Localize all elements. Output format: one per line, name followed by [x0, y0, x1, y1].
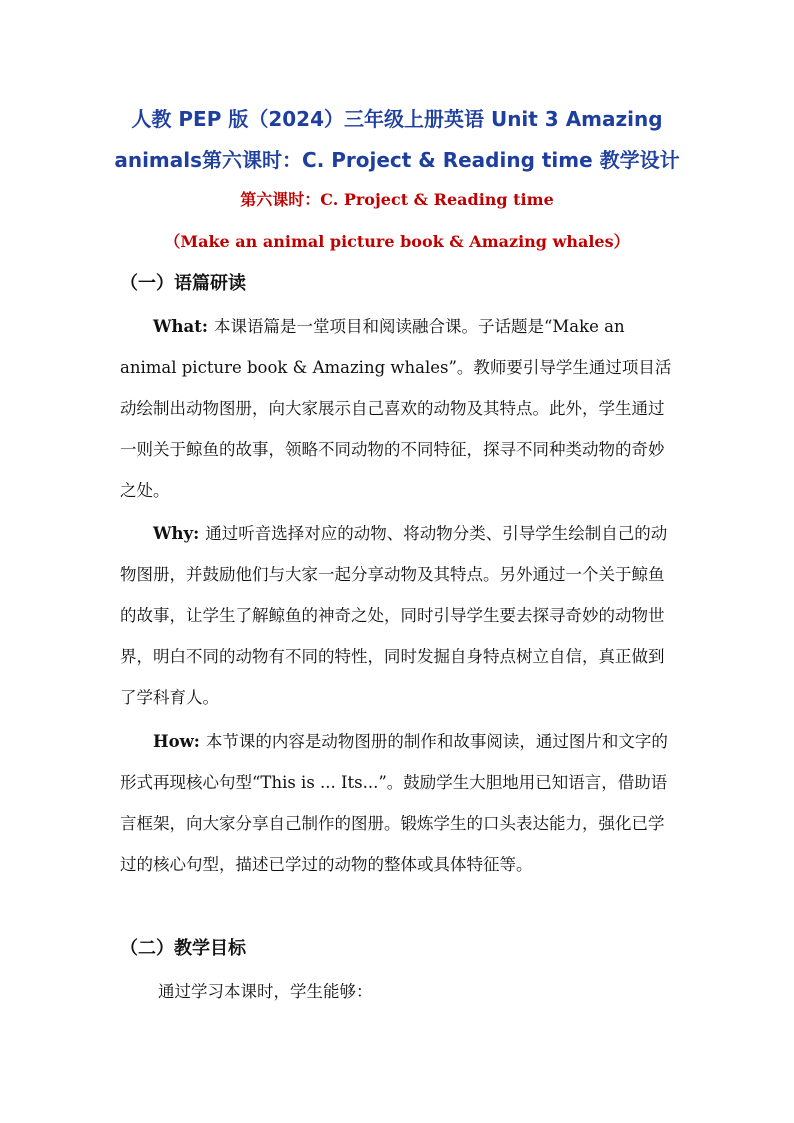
how-label: How:: [153, 732, 200, 751]
what-paragraph: [120, 306, 680, 511]
section-heading-text-analysis: （一）语篇研读: [120, 273, 246, 294]
why-text: 通过听音选择对应的动物、将动物分类、引导学生绘制自己的动物图册，并鼓励他们与大家一起分享动物及其特点。另外通过一个关于鲸鱼的故事，让学生了解鲸鱼的神奇之处，同时引导学生要去探寻奇妙的动物世界，明白不同的动物有不同的特性，同时发掘自身特点树立自信，真正做到了学科育人。: [120, 524, 668, 707]
how-text: 本节课的内容是动物图册的制作和故事阅读，通过图片和文字的形式再现核心句型“This is ... Its...”。鼓励学生大胆地用已知语言，借助语言框架，向大家分享自己制作的图册。锻炼学生的口头表达能力，强化已学过的核心句型，描述已学过的动物的整体或具体特征等。: [120, 732, 668, 874]
why-label: Why:: [153, 524, 200, 543]
document-title-line-2: animals第六课时：C. Project & Reading time 教学设计: [114, 148, 680, 172]
objectives-intro: 通过学习本课时，学生能够：: [158, 982, 373, 1001]
what-text: 本课语篇是一堂项目和阅读融合课。子话题是“Make an animal picture book & Amazing whales”。教师要引导学生通过项目活动绘制出动物图册，向大家展示自己喜欢的动物及其特点。此外，学生通过一则关于鲸鱼的故事，领略不同动物的不同特征，探寻不同种类动物的奇妙之处。: [120, 317, 672, 500]
lesson-topic: （Make an animal picture book & Amazing whales）: [164, 232, 630, 251]
why-paragraph: [120, 513, 680, 718]
what-label: What:: [153, 317, 208, 336]
lesson-subtitle: 第六课时：C. Project & Reading time: [240, 190, 554, 209]
document-title-line-1: 人教 PEP 版（2024）三年级上册英语 Unit 3 Amazing: [131, 107, 663, 131]
section-heading-teaching-objectives: （二）教学目标: [120, 938, 246, 959]
how-paragraph: [120, 721, 680, 885]
